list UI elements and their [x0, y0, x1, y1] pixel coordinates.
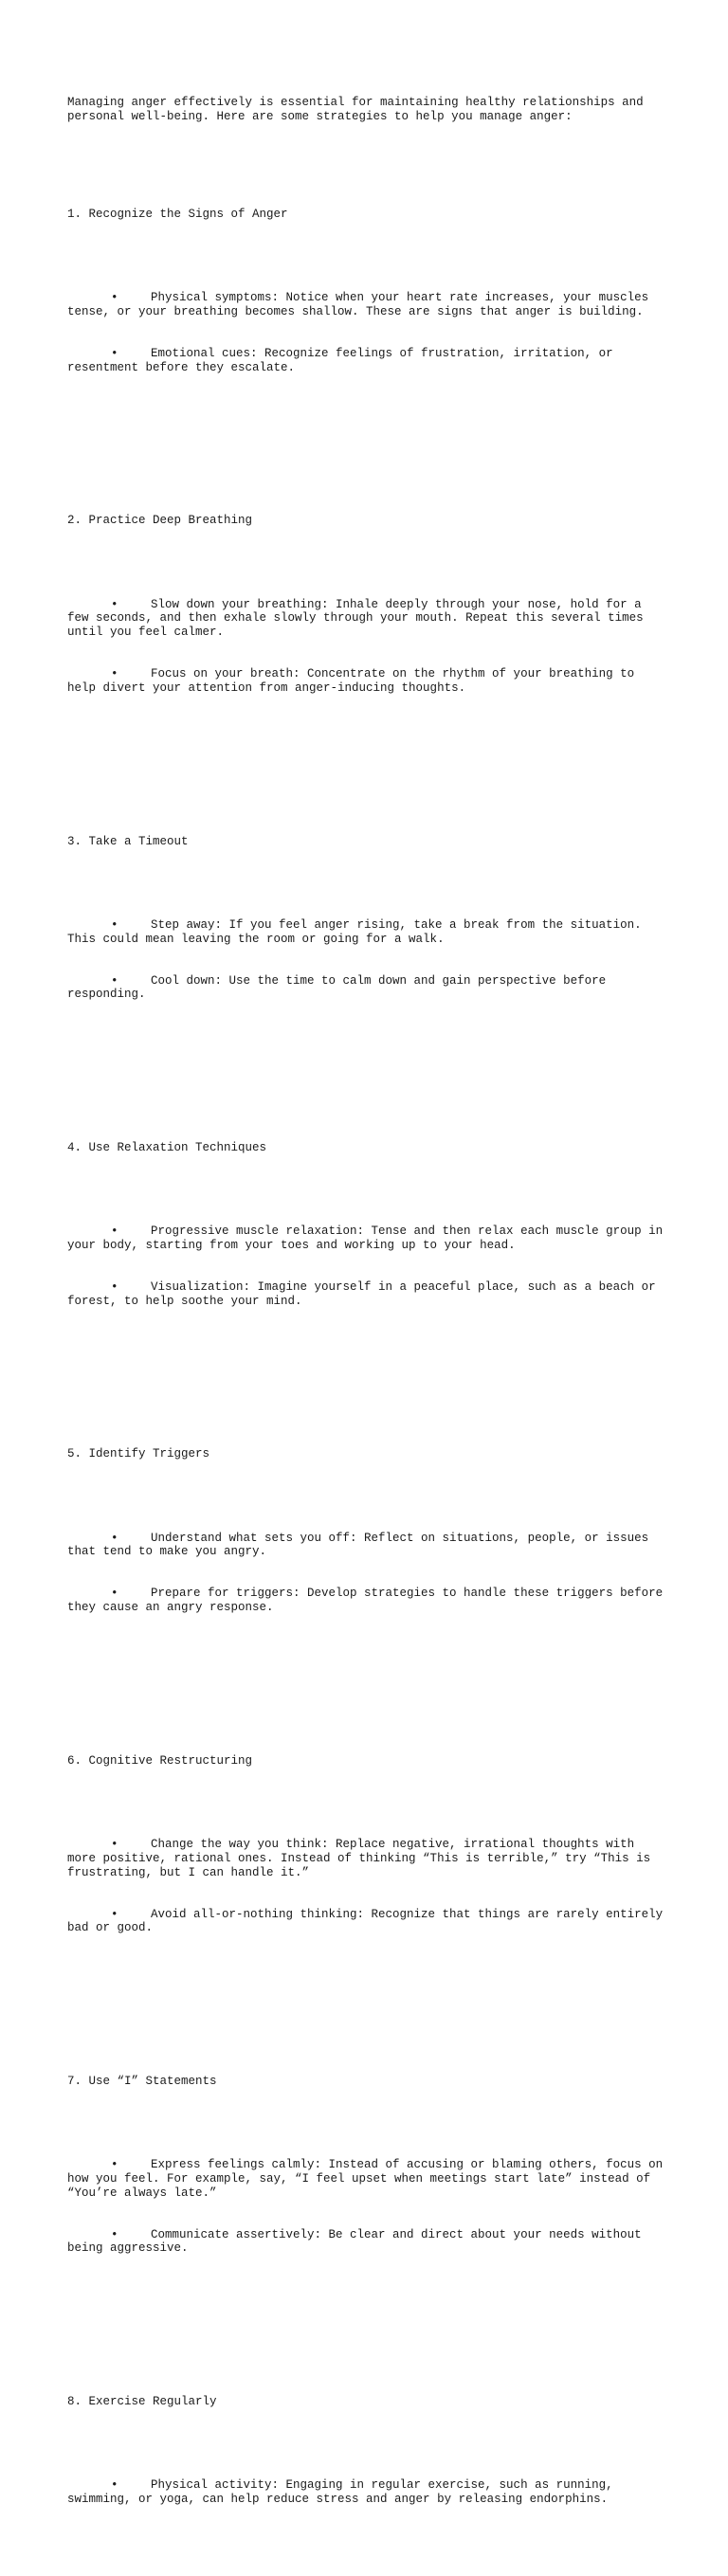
- bullet-item: [67, 667, 664, 695]
- bullet-text: Avoid all-or-nothing thinking: Recognize that things are rarely entirely bad or good.: [67, 1907, 670, 1935]
- bullet-icon: •: [111, 2478, 118, 2493]
- document-page: [67, 68, 670, 2576]
- bullet-item: [67, 291, 664, 318]
- section-1: [67, 166, 664, 430]
- bullet-item: [67, 1838, 664, 1879]
- bullet-icon: •: [111, 2158, 118, 2172]
- section-heading: 8. Exercise Regularly: [67, 2395, 217, 2409]
- bullet-item: [67, 1907, 670, 1935]
- bullet-list: [67, 263, 664, 403]
- bullet-item: [67, 974, 664, 1002]
- bullet-list: [67, 2131, 670, 2284]
- bullet-text: Cool down: Use the time to calm down and gain perspective before responding.: [67, 973, 613, 1002]
- bullet-text: Physical symptoms: Notice when your heart rate increases, your muscles tense, or your breathing becomes shallow. These are signs that anger is building.: [67, 291, 656, 318]
- bullet-list: [67, 2451, 664, 2534]
- bullet-text: Change the way you think: Replace negative, irrational thoughts with more positive, rational ones. Instead of thinking “This is terrible,” try “This is frustrating, but I can handle it.”: [67, 1838, 658, 1879]
- bullet-text: Progressive muscle relaxation: Tense and then relax each muscle group in your body, starting from your toes and working up to your head.: [67, 1225, 670, 1252]
- bullet-list: [67, 1503, 670, 1642]
- section-heading: 4. Use Relaxation Techniques: [67, 1141, 267, 1155]
- bullet-text: Prepare for triggers: Develop strategies to handle these triggers before they cause an angry response.: [67, 1587, 670, 1615]
- bullet-icon: •: [111, 1531, 118, 1545]
- bullet-item: [67, 347, 664, 374]
- section-heading: 7. Use “I” Statements: [67, 2075, 217, 2089]
- section-5: [67, 1406, 670, 1670]
- bullet-icon: •: [111, 973, 118, 988]
- bullet-text: Step away: If you feel anger rising, take a break from the situation. This could mean leaving the room or going for a walk.: [67, 917, 649, 946]
- bullet-icon: •: [111, 1225, 118, 1239]
- bullet-icon: •: [111, 917, 118, 932]
- bullet-item: [67, 598, 664, 640]
- section-7: [67, 2033, 670, 2312]
- bullet-list: [67, 1197, 670, 1336]
- bullet-item: [67, 1587, 670, 1615]
- intro-paragraph: Managing anger effectively is essential for maintaining healthy relationships and personal well-being. Here are some strategies to help you manage anger:: [67, 96, 651, 124]
- bullet-item: [67, 1225, 670, 1252]
- bullet-list: [67, 570, 664, 723]
- bullet-icon: •: [111, 1587, 118, 1601]
- bullet-icon: •: [111, 1907, 118, 1921]
- section-heading: 3. Take a Timeout: [67, 834, 189, 848]
- bullet-icon: •: [111, 347, 118, 361]
- bullet-item: [67, 2158, 670, 2200]
- bullet-icon: •: [111, 1280, 118, 1295]
- section-heading: 5. Identify Triggers: [67, 1447, 210, 1461]
- bullet-icon: •: [111, 667, 118, 681]
- bullet-item: [67, 2228, 664, 2256]
- bullet-text: Visualization: Imagine yourself in a peaceful place, such as a beach or forest, to help soothe your mind.: [67, 1280, 664, 1308]
- bullet-item: [67, 2478, 664, 2506]
- section-heading: 6. Cognitive Restructuring: [67, 1753, 253, 1768]
- bullet-text: Physical activity: Engaging in regular exercise, such as running, swimming, or yoga, can help reduce stress and anger by releasing endorphins.: [67, 2478, 621, 2507]
- section-heading: 2. Practice Deep Breathing: [67, 514, 253, 528]
- bullet-text: Communicate assertively: Be clear and direct about your needs without being aggressive.: [67, 2227, 649, 2256]
- bullet-icon: •: [111, 1838, 118, 1852]
- bullet-icon: •: [111, 597, 118, 611]
- section-6: [67, 1713, 670, 1991]
- bullet-text: Focus on your breath: Concentrate on the rhythm of your breathing to help divert your attention from anger-inducing thoughts.: [67, 667, 642, 695]
- section-heading: 1. Recognize the Signs of Anger: [67, 208, 288, 222]
- bullet-text: Slow down your breathing: Inhale deeply through your nose, hold for a few seconds, and then exhale slowly through your mouth. Repeat this several times until you feel calmer.: [67, 597, 651, 640]
- section-8: [67, 2353, 664, 2563]
- bullet-item: [67, 1280, 664, 1308]
- bullet-text: Understand what sets you off: Reflect on situations, people, or issues that tend to make you angry.: [67, 1531, 656, 1559]
- bullet-item: [67, 918, 664, 946]
- bullet-text: Emotional cues: Recognize feelings of frustration, irritation, or resentment before they escalate.: [67, 347, 621, 374]
- bullet-icon: •: [111, 291, 118, 305]
- bullet-list: [67, 1810, 670, 1964]
- bullet-list: [67, 890, 664, 1029]
- section-4: [67, 1099, 670, 1364]
- bullet-item: [67, 1532, 664, 1559]
- section-2: [67, 472, 664, 751]
- bullet-icon: •: [111, 2227, 118, 2241]
- section-3: [67, 793, 664, 1058]
- bullet-text: Express feelings calmly: Instead of accusing or blaming others, focus on how you feel. For example, say, “I feel upset when meetings start late” instead of “You’re always late.”: [67, 2158, 670, 2200]
